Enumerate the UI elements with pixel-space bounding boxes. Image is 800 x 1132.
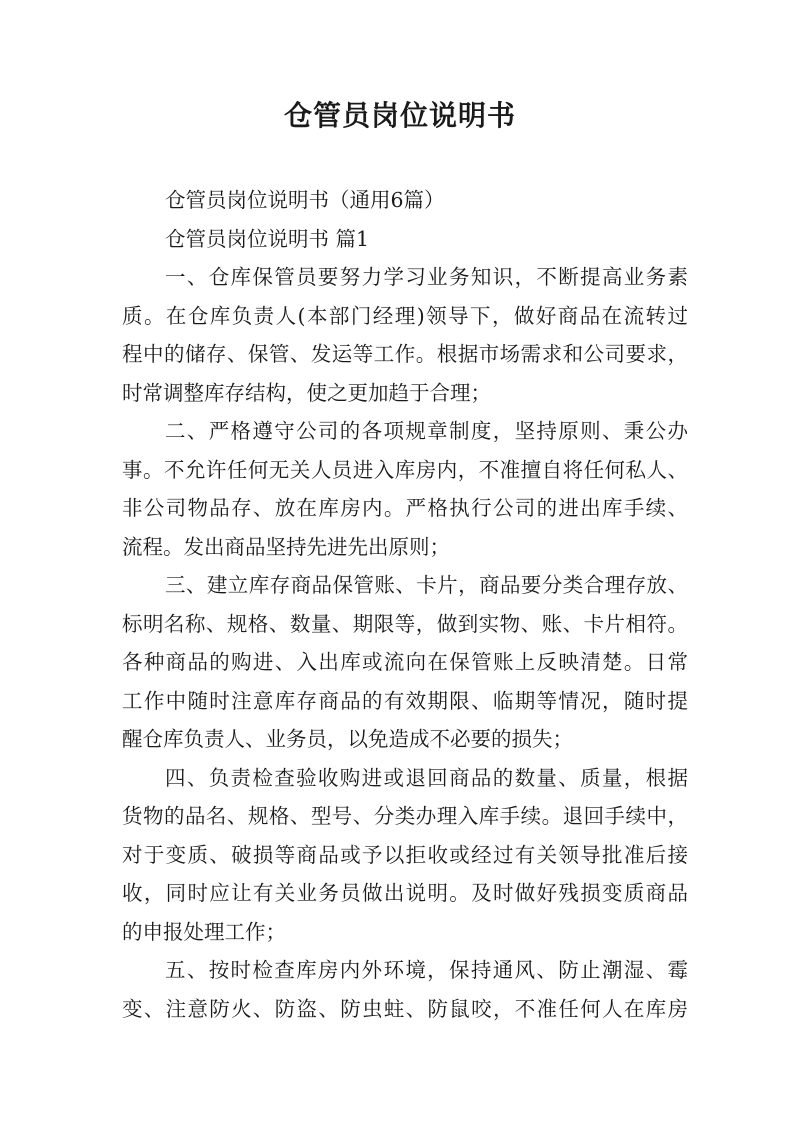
paragraph-first-line: 五、按时检查库房内外环境，保持通风、防止潮湿、霉 bbox=[165, 958, 688, 982]
paragraph-line: 工作中随时注意库存商品的有效期限、临期等情况，随时提 bbox=[122, 688, 688, 713]
paragraph-first-line: 一、仓库保管员要努力学习业务知识，不断提高业务素 bbox=[165, 265, 688, 289]
paragraph-first-line: 仓管员岗位说明书 篇1 bbox=[165, 226, 370, 251]
paragraph-line: 时常调整库存结构，使之更加趋于合理； bbox=[122, 380, 491, 405]
paragraph-line: 收，同时应让有关业务员做出说明。及时做好残损变质商品 bbox=[122, 881, 688, 905]
paragraph-line: 醒仓库负责人、业务员，以免造成不必要的损失； bbox=[122, 727, 573, 751]
paragraph-line: 非公司物品存、放在库房内。严格执行公司的进出库手续、 bbox=[122, 496, 688, 520]
paragraph-line: 对于变质、破损等商品或予以拒收或经过有关领导批准后接 bbox=[122, 842, 688, 867]
paragraph-line: 流程。发出商品坚持先进先出原则； bbox=[122, 534, 450, 559]
paragraph-line: 事。不允许任何无关人员进入库房内，不准擅自将任何私人、 bbox=[122, 457, 688, 482]
paragraph-line: 程中的储存、保管、发运等工作。根据市场需求和公司要求， bbox=[122, 342, 688, 366]
document-title: 仓管员岗位说明书 bbox=[283, 99, 516, 132]
document-body bbox=[122, 181, 688, 1028]
paragraph-first-line: 二、严格遵守公司的各项规章制度，坚持原则、秉公办 bbox=[165, 419, 688, 443]
paragraph-first-line: 四、负责检查验收购进或退回商品的数量、质量，根据 bbox=[165, 765, 688, 790]
paragraph-first-line: 仓管员岗位说明书（通用6篇） bbox=[165, 188, 445, 212]
paragraph-line: 各种商品的购进、入出库或流向在保管账上反映清楚。日常 bbox=[122, 650, 688, 674]
paragraph-line: 的申报处理工作； bbox=[122, 919, 286, 944]
paragraph-line: 货物的品名、规格、型号、分类办理入库手续。退回手续中， bbox=[122, 804, 688, 828]
paragraph-line: 变、注意防火、防盗、防虫蛀、防鼠咬，不准任何人在库房 bbox=[122, 996, 688, 1021]
paragraph-line: 标明名称、规格、数量、期限等，做到实物、账、卡片相符。 bbox=[122, 611, 688, 636]
paragraph-line: 质。在仓库负责人(本部门经理)领导下，做好商品在流转过 bbox=[122, 303, 688, 328]
paragraph-first-line: 三、建立库存商品保管账、卡片，商品要分类合理存放、 bbox=[165, 573, 688, 597]
